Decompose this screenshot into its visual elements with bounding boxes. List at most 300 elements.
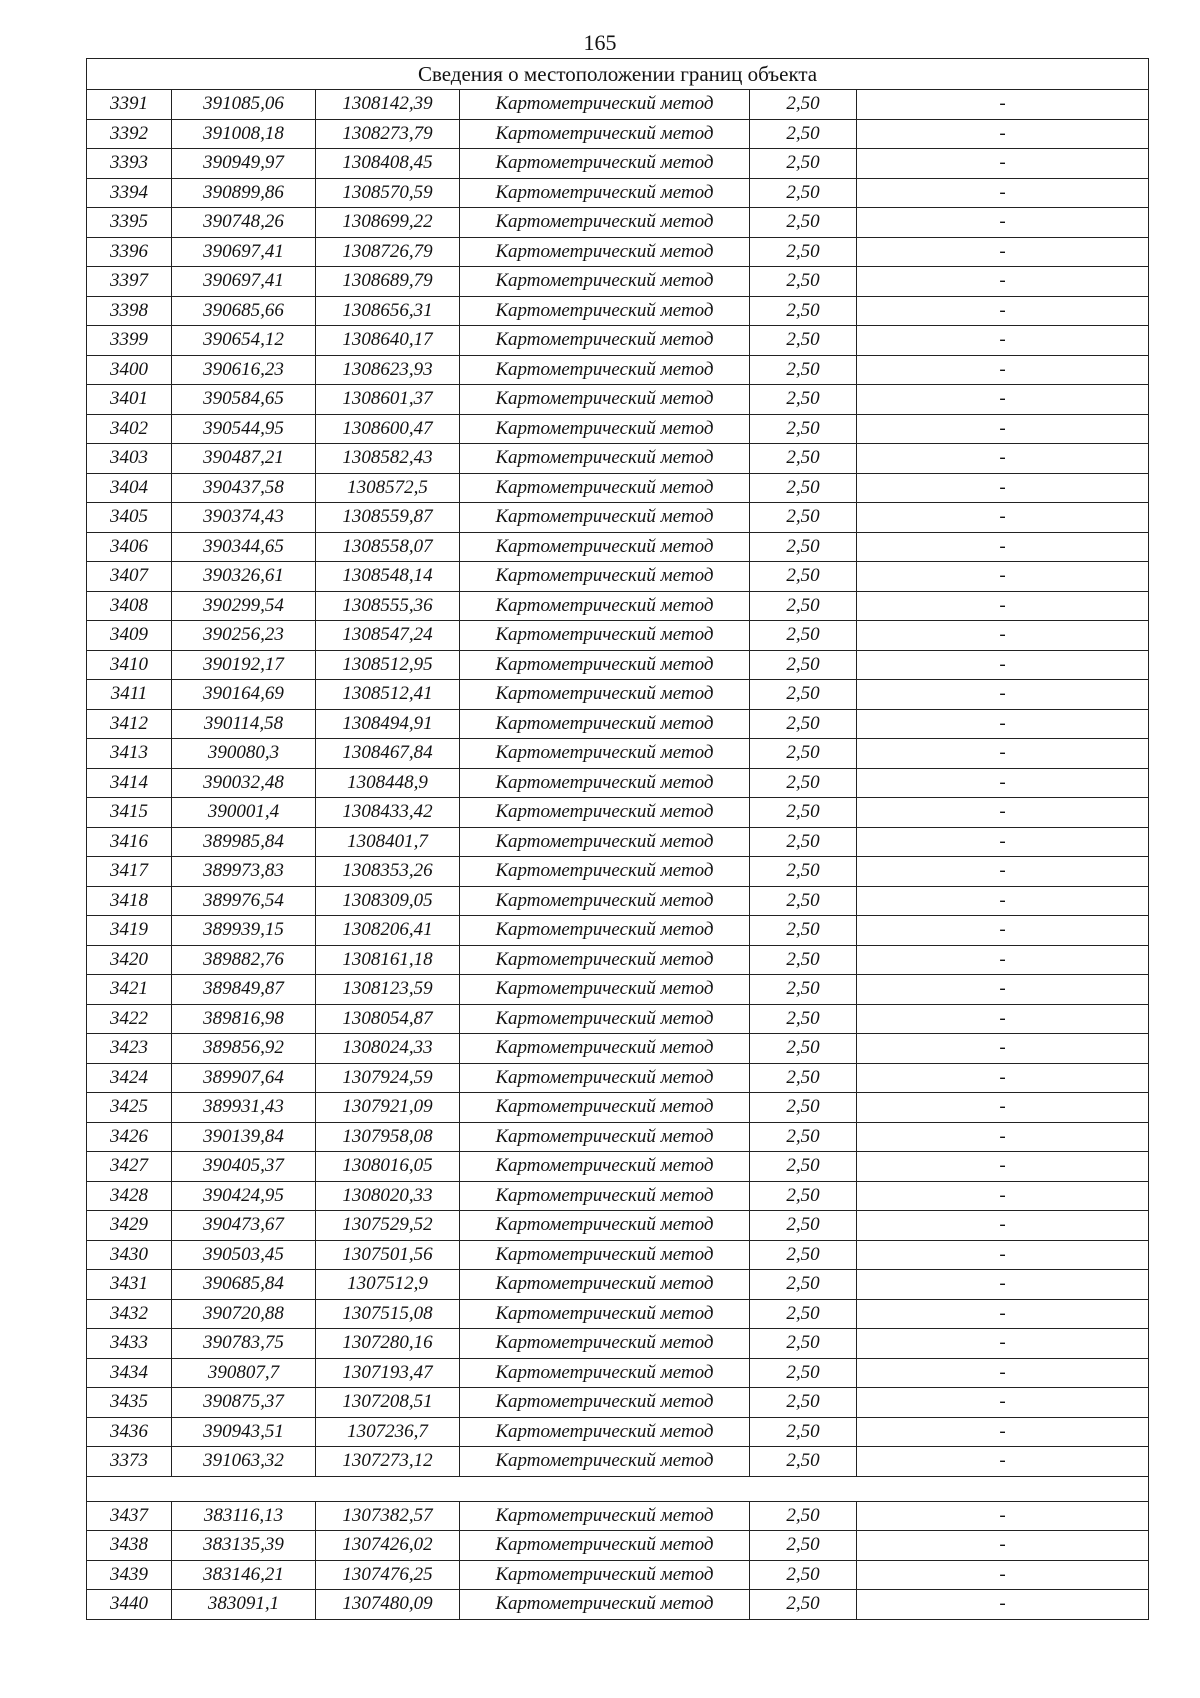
description-cell: - (857, 916, 1149, 946)
point-number-cell: 3402 (87, 414, 172, 444)
y-coordinate-cell: 1308640,17 (316, 326, 460, 356)
description-cell: - (857, 1329, 1149, 1359)
method-cell: Картометрический метод (460, 857, 750, 887)
table-row (87, 267, 1149, 297)
method-cell: Картометрический метод (460, 591, 750, 621)
accuracy-cell: 2,50 (750, 562, 857, 592)
point-number-cell: 3424 (87, 1063, 172, 1093)
accuracy-cell: 2,50 (750, 1240, 857, 1270)
point-number-cell: 3410 (87, 650, 172, 680)
table-row (87, 1590, 1149, 1620)
description-cell: - (857, 1122, 1149, 1152)
table-row (87, 1004, 1149, 1034)
method-cell: Картометрический метод (460, 562, 750, 592)
x-coordinate-cell: 390405,37 (172, 1152, 316, 1182)
x-coordinate-cell: 390720,88 (172, 1299, 316, 1329)
y-coordinate-cell: 1307512,9 (316, 1270, 460, 1300)
accuracy-cell: 2,50 (750, 296, 857, 326)
x-coordinate-cell: 390139,84 (172, 1122, 316, 1152)
point-number-cell: 3414 (87, 768, 172, 798)
accuracy-cell: 2,50 (750, 1299, 857, 1329)
x-coordinate-cell: 390584,65 (172, 385, 316, 415)
y-coordinate-cell: 1308161,18 (316, 945, 460, 975)
accuracy-cell: 2,50 (750, 1590, 857, 1620)
description-cell: - (857, 827, 1149, 857)
point-number-cell: 3407 (87, 562, 172, 592)
y-coordinate-cell: 1307476,25 (316, 1560, 460, 1590)
description-cell: - (857, 1063, 1149, 1093)
point-number-cell: 3392 (87, 119, 172, 149)
table-row (87, 1501, 1149, 1531)
description-cell: - (857, 650, 1149, 680)
point-number-cell: 3401 (87, 385, 172, 415)
y-coordinate-cell: 1308467,84 (316, 739, 460, 769)
table-title: Сведения о местоположении границ объекта (87, 59, 1149, 90)
point-number-cell: 3422 (87, 1004, 172, 1034)
y-coordinate-cell: 1308309,05 (316, 886, 460, 916)
point-number-cell: 3398 (87, 296, 172, 326)
accuracy-cell: 2,50 (750, 680, 857, 710)
table-row (87, 532, 1149, 562)
accuracy-cell: 2,50 (750, 1560, 857, 1590)
x-coordinate-cell: 390949,97 (172, 149, 316, 179)
y-coordinate-cell: 1308353,26 (316, 857, 460, 887)
x-coordinate-cell: 390943,51 (172, 1417, 316, 1447)
accuracy-cell: 2,50 (750, 178, 857, 208)
point-number-cell: 3400 (87, 355, 172, 385)
y-coordinate-cell: 1307921,09 (316, 1093, 460, 1123)
description-cell: - (857, 1181, 1149, 1211)
method-cell: Картометрический метод (460, 680, 750, 710)
point-number-cell: 3391 (87, 90, 172, 120)
table-row (87, 1358, 1149, 1388)
table-row (87, 1447, 1149, 1477)
table-row (87, 768, 1149, 798)
description-cell: - (857, 1004, 1149, 1034)
table-row (87, 827, 1149, 857)
table-row (87, 296, 1149, 326)
x-coordinate-cell: 390697,41 (172, 267, 316, 297)
method-cell: Картометрический метод (460, 119, 750, 149)
table-row (87, 1122, 1149, 1152)
method-cell: Картометрический метод (460, 1034, 750, 1064)
point-number-cell: 3439 (87, 1560, 172, 1590)
method-cell: Картометрический метод (460, 1004, 750, 1034)
x-coordinate-cell: 389931,43 (172, 1093, 316, 1123)
method-cell: Картометрический метод (460, 1181, 750, 1211)
x-coordinate-cell: 383135,39 (172, 1531, 316, 1561)
accuracy-cell: 2,50 (750, 650, 857, 680)
accuracy-cell: 2,50 (750, 1447, 857, 1477)
accuracy-cell: 2,50 (750, 739, 857, 769)
accuracy-cell: 2,50 (750, 1063, 857, 1093)
table-row (87, 119, 1149, 149)
y-coordinate-cell: 1308656,31 (316, 296, 460, 326)
x-coordinate-cell: 390807,7 (172, 1358, 316, 1388)
point-number-cell: 3417 (87, 857, 172, 887)
y-coordinate-cell: 1308020,33 (316, 1181, 460, 1211)
x-coordinate-cell: 390374,43 (172, 503, 316, 533)
method-cell: Картометрический метод (460, 178, 750, 208)
accuracy-cell: 2,50 (750, 945, 857, 975)
y-coordinate-cell: 1308016,05 (316, 1152, 460, 1182)
table-row (87, 1270, 1149, 1300)
method-cell: Картометрический метод (460, 709, 750, 739)
x-coordinate-cell: 390875,37 (172, 1388, 316, 1418)
x-coordinate-cell: 391063,32 (172, 1447, 316, 1477)
method-cell: Картометрический метод (460, 916, 750, 946)
table-row (87, 916, 1149, 946)
table-row (87, 739, 1149, 769)
method-cell: Картометрический метод (460, 1329, 750, 1359)
point-number-cell: 3408 (87, 591, 172, 621)
accuracy-cell: 2,50 (750, 827, 857, 857)
x-coordinate-cell: 390164,69 (172, 680, 316, 710)
x-coordinate-cell: 390326,61 (172, 562, 316, 592)
y-coordinate-cell: 1307515,08 (316, 1299, 460, 1329)
point-number-cell: 3427 (87, 1152, 172, 1182)
description-cell: - (857, 178, 1149, 208)
separator-row (87, 1476, 1149, 1501)
x-coordinate-cell: 390783,75 (172, 1329, 316, 1359)
x-coordinate-cell: 390256,23 (172, 621, 316, 651)
x-coordinate-cell: 390654,12 (172, 326, 316, 356)
accuracy-cell: 2,50 (750, 591, 857, 621)
description-cell: - (857, 1531, 1149, 1561)
description-cell: - (857, 90, 1149, 120)
y-coordinate-cell: 1307280,16 (316, 1329, 460, 1359)
x-coordinate-cell: 390685,66 (172, 296, 316, 326)
accuracy-cell: 2,50 (750, 1501, 857, 1531)
accuracy-cell: 2,50 (750, 1211, 857, 1241)
y-coordinate-cell: 1308570,59 (316, 178, 460, 208)
accuracy-cell: 2,50 (750, 1531, 857, 1561)
accuracy-cell: 2,50 (750, 916, 857, 946)
table-row (87, 562, 1149, 592)
table-row (87, 414, 1149, 444)
boundary-coordinates-table (86, 58, 1149, 1620)
table-row (87, 1531, 1149, 1561)
accuracy-cell: 2,50 (750, 119, 857, 149)
x-coordinate-cell: 389882,76 (172, 945, 316, 975)
x-coordinate-cell: 390616,23 (172, 355, 316, 385)
y-coordinate-cell: 1307924,59 (316, 1063, 460, 1093)
method-cell: Картометрический метод (460, 473, 750, 503)
method-cell: Картометрический метод (460, 768, 750, 798)
y-coordinate-cell: 1308582,43 (316, 444, 460, 474)
x-coordinate-cell: 389907,64 (172, 1063, 316, 1093)
y-coordinate-cell: 1308206,41 (316, 916, 460, 946)
method-cell: Картометрический метод (460, 1240, 750, 1270)
x-coordinate-cell: 390001,4 (172, 798, 316, 828)
x-coordinate-cell: 389973,83 (172, 857, 316, 887)
point-number-cell: 3399 (87, 326, 172, 356)
method-cell: Картометрический метод (460, 414, 750, 444)
description-cell: - (857, 975, 1149, 1005)
point-number-cell: 3405 (87, 503, 172, 533)
method-cell: Картометрический метод (460, 1590, 750, 1620)
x-coordinate-cell: 390473,67 (172, 1211, 316, 1241)
accuracy-cell: 2,50 (750, 857, 857, 887)
description-cell: - (857, 1501, 1149, 1531)
description-cell: - (857, 562, 1149, 592)
x-coordinate-cell: 390503,45 (172, 1240, 316, 1270)
description-cell: - (857, 149, 1149, 179)
point-number-cell: 3429 (87, 1211, 172, 1241)
y-coordinate-cell: 1308548,14 (316, 562, 460, 592)
method-cell: Картометрический метод (460, 296, 750, 326)
description-cell: - (857, 945, 1149, 975)
accuracy-cell: 2,50 (750, 768, 857, 798)
point-number-cell: 3411 (87, 680, 172, 710)
table-row (87, 680, 1149, 710)
point-number-cell: 3436 (87, 1417, 172, 1447)
x-coordinate-cell: 389939,15 (172, 916, 316, 946)
point-number-cell: 3440 (87, 1590, 172, 1620)
table-row (87, 975, 1149, 1005)
table-row (87, 650, 1149, 680)
y-coordinate-cell: 1308600,47 (316, 414, 460, 444)
y-coordinate-cell: 1308024,33 (316, 1034, 460, 1064)
y-coordinate-cell: 1307382,57 (316, 1501, 460, 1531)
point-number-cell: 3412 (87, 709, 172, 739)
x-coordinate-cell: 389816,98 (172, 1004, 316, 1034)
y-coordinate-cell: 1307480,09 (316, 1590, 460, 1620)
accuracy-cell: 2,50 (750, 1004, 857, 1034)
description-cell: - (857, 1299, 1149, 1329)
method-cell: Картометрический метод (460, 621, 750, 651)
method-cell: Картометрический метод (460, 1093, 750, 1123)
description-cell: - (857, 1270, 1149, 1300)
description-cell: - (857, 1211, 1149, 1241)
y-coordinate-cell: 1308623,93 (316, 355, 460, 385)
x-coordinate-cell: 390899,86 (172, 178, 316, 208)
point-number-cell: 3421 (87, 975, 172, 1005)
table-row (87, 1063, 1149, 1093)
table-row (87, 149, 1149, 179)
point-number-cell: 3428 (87, 1181, 172, 1211)
table-row (87, 473, 1149, 503)
x-coordinate-cell: 391085,06 (172, 90, 316, 120)
x-coordinate-cell: 383146,21 (172, 1560, 316, 1590)
y-coordinate-cell: 1308494,91 (316, 709, 460, 739)
point-number-cell: 3396 (87, 237, 172, 267)
description-cell: - (857, 296, 1149, 326)
description-cell: - (857, 1358, 1149, 1388)
table-row (87, 208, 1149, 238)
y-coordinate-cell: 1308123,59 (316, 975, 460, 1005)
x-coordinate-cell: 390032,48 (172, 768, 316, 798)
x-coordinate-cell: 390114,58 (172, 709, 316, 739)
accuracy-cell: 2,50 (750, 1093, 857, 1123)
y-coordinate-cell: 1308689,79 (316, 267, 460, 297)
y-coordinate-cell: 1307208,51 (316, 1388, 460, 1418)
table-row (87, 1329, 1149, 1359)
method-cell: Картометрический метод (460, 208, 750, 238)
y-coordinate-cell: 1308142,39 (316, 90, 460, 120)
table-row (87, 178, 1149, 208)
description-cell: - (857, 444, 1149, 474)
table-row (87, 1093, 1149, 1123)
table-row (87, 709, 1149, 739)
accuracy-cell: 2,50 (750, 1417, 857, 1447)
method-cell: Картометрический метод (460, 886, 750, 916)
table-row (87, 1211, 1149, 1241)
accuracy-cell: 2,50 (750, 709, 857, 739)
table-row (87, 444, 1149, 474)
description-cell: - (857, 532, 1149, 562)
point-number-cell: 3406 (87, 532, 172, 562)
x-coordinate-cell: 389856,92 (172, 1034, 316, 1064)
method-cell: Картометрический метод (460, 1447, 750, 1477)
point-number-cell: 3393 (87, 149, 172, 179)
point-number-cell: 3430 (87, 1240, 172, 1270)
x-coordinate-cell: 383091,1 (172, 1590, 316, 1620)
y-coordinate-cell: 1308572,5 (316, 473, 460, 503)
table-row (87, 1560, 1149, 1590)
method-cell: Картометрический метод (460, 90, 750, 120)
x-coordinate-cell: 389849,87 (172, 975, 316, 1005)
accuracy-cell: 2,50 (750, 886, 857, 916)
method-cell: Картометрический метод (460, 385, 750, 415)
y-coordinate-cell: 1307193,47 (316, 1358, 460, 1388)
accuracy-cell: 2,50 (750, 1122, 857, 1152)
accuracy-cell: 2,50 (750, 90, 857, 120)
description-cell: - (857, 1388, 1149, 1418)
x-coordinate-cell: 391008,18 (172, 119, 316, 149)
x-coordinate-cell: 383116,13 (172, 1501, 316, 1531)
description-cell: - (857, 473, 1149, 503)
description-cell: - (857, 886, 1149, 916)
y-coordinate-cell: 1307426,02 (316, 1531, 460, 1561)
accuracy-cell: 2,50 (750, 444, 857, 474)
accuracy-cell: 2,50 (750, 1181, 857, 1211)
description-cell: - (857, 355, 1149, 385)
separator-cell (87, 1476, 1149, 1501)
table-row (87, 621, 1149, 651)
table-row (87, 945, 1149, 975)
table-row (87, 237, 1149, 267)
table-row (87, 1152, 1149, 1182)
x-coordinate-cell: 390424,95 (172, 1181, 316, 1211)
accuracy-cell: 2,50 (750, 975, 857, 1005)
point-number-cell: 3437 (87, 1501, 172, 1531)
table-row (87, 90, 1149, 120)
point-number-cell: 3435 (87, 1388, 172, 1418)
table-row (87, 1181, 1149, 1211)
method-cell: Картометрический метод (460, 1063, 750, 1093)
x-coordinate-cell: 390685,84 (172, 1270, 316, 1300)
accuracy-cell: 2,50 (750, 1388, 857, 1418)
y-coordinate-cell: 1308448,9 (316, 768, 460, 798)
description-cell: - (857, 621, 1149, 651)
method-cell: Картометрический метод (460, 355, 750, 385)
accuracy-cell: 2,50 (750, 149, 857, 179)
description-cell: - (857, 857, 1149, 887)
description-cell: - (857, 237, 1149, 267)
table-row (87, 886, 1149, 916)
method-cell: Картометрический метод (460, 945, 750, 975)
description-cell: - (857, 1152, 1149, 1182)
description-cell: - (857, 1560, 1149, 1590)
y-coordinate-cell: 1307958,08 (316, 1122, 460, 1152)
y-coordinate-cell: 1308433,42 (316, 798, 460, 828)
description-cell: - (857, 739, 1149, 769)
method-cell: Картометрический метод (460, 1560, 750, 1590)
accuracy-cell: 2,50 (750, 473, 857, 503)
x-coordinate-cell: 389976,54 (172, 886, 316, 916)
method-cell: Картометрический метод (460, 267, 750, 297)
method-cell: Картометрический метод (460, 532, 750, 562)
table-row (87, 385, 1149, 415)
description-cell: - (857, 768, 1149, 798)
y-coordinate-cell: 1308547,24 (316, 621, 460, 651)
accuracy-cell: 2,50 (750, 414, 857, 444)
point-number-cell: 3373 (87, 1447, 172, 1477)
y-coordinate-cell: 1308601,37 (316, 385, 460, 415)
point-number-cell: 3404 (87, 473, 172, 503)
method-cell: Картометрический метод (460, 1122, 750, 1152)
x-coordinate-cell: 390544,95 (172, 414, 316, 444)
accuracy-cell: 2,50 (750, 1358, 857, 1388)
description-cell: - (857, 798, 1149, 828)
method-cell: Картометрический метод (460, 827, 750, 857)
method-cell: Картометрический метод (460, 444, 750, 474)
y-coordinate-cell: 1308273,79 (316, 119, 460, 149)
description-cell: - (857, 1034, 1149, 1064)
page-number: 165 (583, 30, 617, 55)
method-cell: Картометрический метод (460, 1417, 750, 1447)
accuracy-cell: 2,50 (750, 237, 857, 267)
accuracy-cell: 2,50 (750, 208, 857, 238)
x-coordinate-cell: 390299,54 (172, 591, 316, 621)
point-number-cell: 3413 (87, 739, 172, 769)
x-coordinate-cell: 390344,65 (172, 532, 316, 562)
table-title-row (87, 59, 1149, 90)
y-coordinate-cell: 1308512,95 (316, 650, 460, 680)
method-cell: Картометрический метод (460, 326, 750, 356)
point-number-cell: 3434 (87, 1358, 172, 1388)
method-cell: Картометрический метод (460, 1358, 750, 1388)
table-row (87, 1417, 1149, 1447)
point-number-cell: 3394 (87, 178, 172, 208)
description-cell: - (857, 414, 1149, 444)
table-row (87, 1388, 1149, 1418)
accuracy-cell: 2,50 (750, 1270, 857, 1300)
x-coordinate-cell: 390748,26 (172, 208, 316, 238)
description-cell: - (857, 1240, 1149, 1270)
method-cell: Картометрический метод (460, 798, 750, 828)
y-coordinate-cell: 1308408,45 (316, 149, 460, 179)
description-cell: - (857, 267, 1149, 297)
table-row (87, 1034, 1149, 1064)
y-coordinate-cell: 1308558,07 (316, 532, 460, 562)
table-row (87, 591, 1149, 621)
point-number-cell: 3416 (87, 827, 172, 857)
y-coordinate-cell: 1308555,36 (316, 591, 460, 621)
point-number-cell: 3409 (87, 621, 172, 651)
method-cell: Картометрический метод (460, 1270, 750, 1300)
y-coordinate-cell: 1308726,79 (316, 237, 460, 267)
point-number-cell: 3425 (87, 1093, 172, 1123)
method-cell: Картометрический метод (460, 1531, 750, 1561)
description-cell: - (857, 119, 1149, 149)
y-coordinate-cell: 1307273,12 (316, 1447, 460, 1477)
accuracy-cell: 2,50 (750, 621, 857, 651)
point-number-cell: 3426 (87, 1122, 172, 1152)
description-cell: - (857, 680, 1149, 710)
accuracy-cell: 2,50 (750, 798, 857, 828)
